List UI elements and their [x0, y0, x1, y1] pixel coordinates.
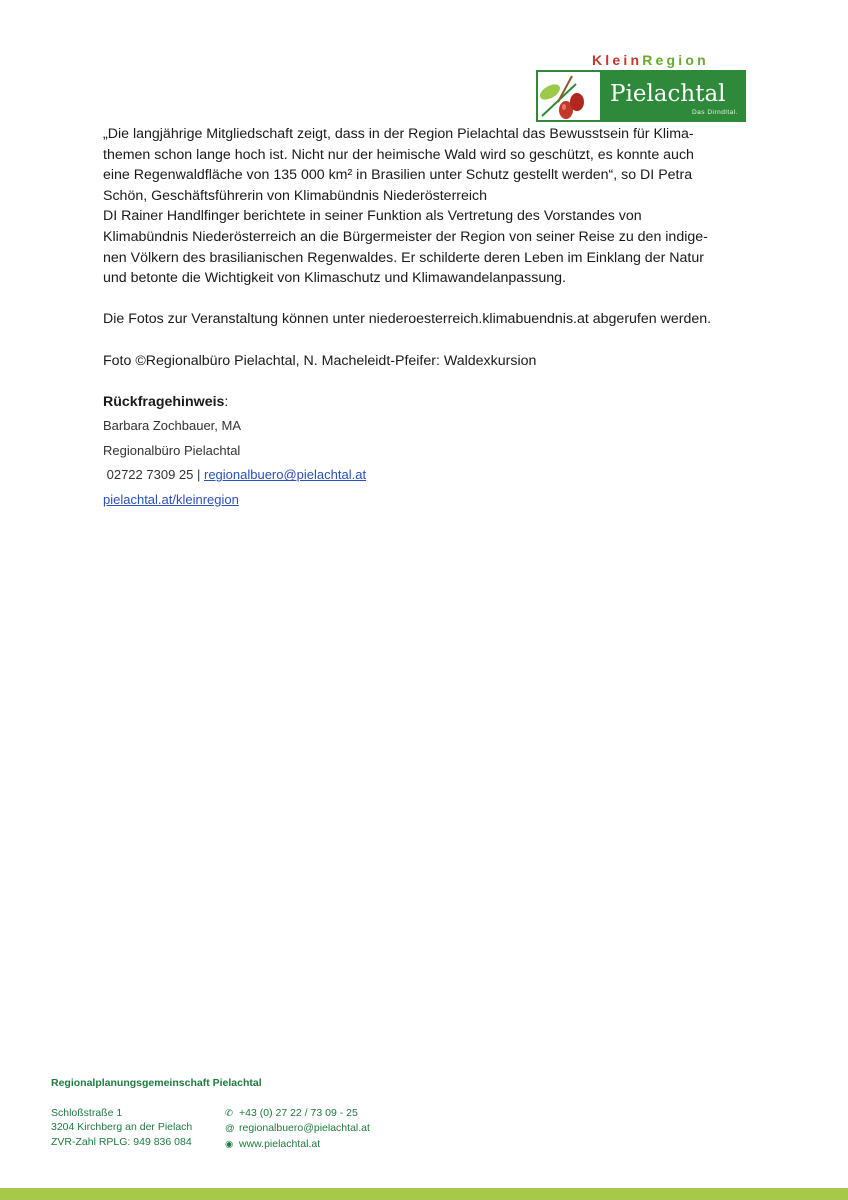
text-line: Schön, Geschäftsführerin von Klimabündnis Niederösterreich	[103, 187, 488, 204]
text-line: DI Rainer Handlfinger berichtete in seiner Funktion als Vertretung des Vorstandes von	[103, 208, 642, 225]
footer-contacts	[225, 1106, 370, 1152]
text-line: Klimabündnis Niederösterreich an die Bürgermeister der Region von seiner Reise zu den indige-	[103, 228, 708, 245]
report-paragraph	[103, 206, 745, 288]
logo-tagline: Das Dirndltal.	[691, 109, 738, 116]
contact-phone: 02722 7309 25	[103, 467, 194, 483]
bottom-green-bar	[0, 1188, 848, 1200]
contact-heading-colon: :	[224, 393, 229, 410]
globe-icon: ◉	[225, 1138, 234, 1150]
footer-address	[51, 1106, 192, 1149]
contact-office: Regionalbüro Pielachtal	[103, 442, 241, 458]
press-release-body	[103, 124, 745, 512]
footer-street: Schloßstraße 1	[51, 1107, 123, 1119]
footer-zvr: ZVR-Zahl RPLG: 949 836 084	[51, 1135, 192, 1148]
logo-region: Region	[642, 52, 709, 68]
footer-phone: +43 (0) 27 22 / 73 09 - 25	[239, 1107, 358, 1119]
photo-credit: Foto ©Regionalbüro Pielachtal, N. Macheleidt-Pfeifer: Waldexkursion	[103, 352, 537, 369]
footer-email[interactable]: regionalbuero@pielachtal.at	[239, 1122, 370, 1135]
contact-email-link[interactable]: regionalbuero@pielachtal.at	[203, 467, 367, 483]
at-icon: @	[225, 1123, 235, 1135]
page-footer	[51, 1076, 811, 1150]
text-line: nen Völkern des brasilianischen Regenwaldes. Er schilderte deren Leben im Einklang der Natur	[103, 249, 704, 266]
text-line: themen schon lange hoch ist. Nicht nur der heimische Wald wird so geschützt, es konnte auch	[103, 146, 694, 163]
contact-name: Barbara Zochbauer, MA	[103, 418, 242, 434]
contact-heading-text: Rückfragehinweis	[103, 393, 225, 410]
phone-icon: ✆	[225, 1108, 233, 1119]
contact-block	[103, 392, 745, 513]
contact-web-link[interactable]: pielachtal.at/kleinregion	[103, 491, 239, 507]
logo-kleinregion-text	[592, 52, 709, 68]
footer-city: 3204 Kirchberg an der Pielach	[51, 1121, 193, 1134]
logo-klein: Klein	[592, 52, 643, 68]
contact-separator: |	[193, 467, 204, 483]
text-line: und betonte die Wichtigkeit von Klimaschutz und Klimawandelanpassung.	[103, 270, 566, 287]
footer-web[interactable]: www.pielachtal.at	[239, 1137, 321, 1150]
text-line: „Die langjährige Mitgliedschaft zeigt, dass in der Region Pielachtal das Bewusstsein für Klima-	[103, 126, 694, 142]
logo-name: Pielachtal	[610, 81, 726, 107]
logo-box	[536, 70, 746, 122]
kleinregion-logo	[536, 52, 746, 124]
photos-note: Die Fotos zur Veranstaltung können unter niederoesterreich.klimabuendnis.at abgerufen werden.	[103, 311, 712, 328]
contact-phone-email-line	[103, 463, 745, 488]
quote-paragraph	[103, 124, 745, 206]
dirndl-berry-icon	[538, 72, 600, 120]
contact-heading	[103, 392, 745, 413]
footer-org-name: Regionalplanungsgemeinschaft Pielachtal	[51, 1077, 262, 1089]
text-line: eine Regenwaldfläche von 135 000 km² in Brasilien unter Schutz gestellt werden“, so DI Petra	[103, 167, 693, 184]
